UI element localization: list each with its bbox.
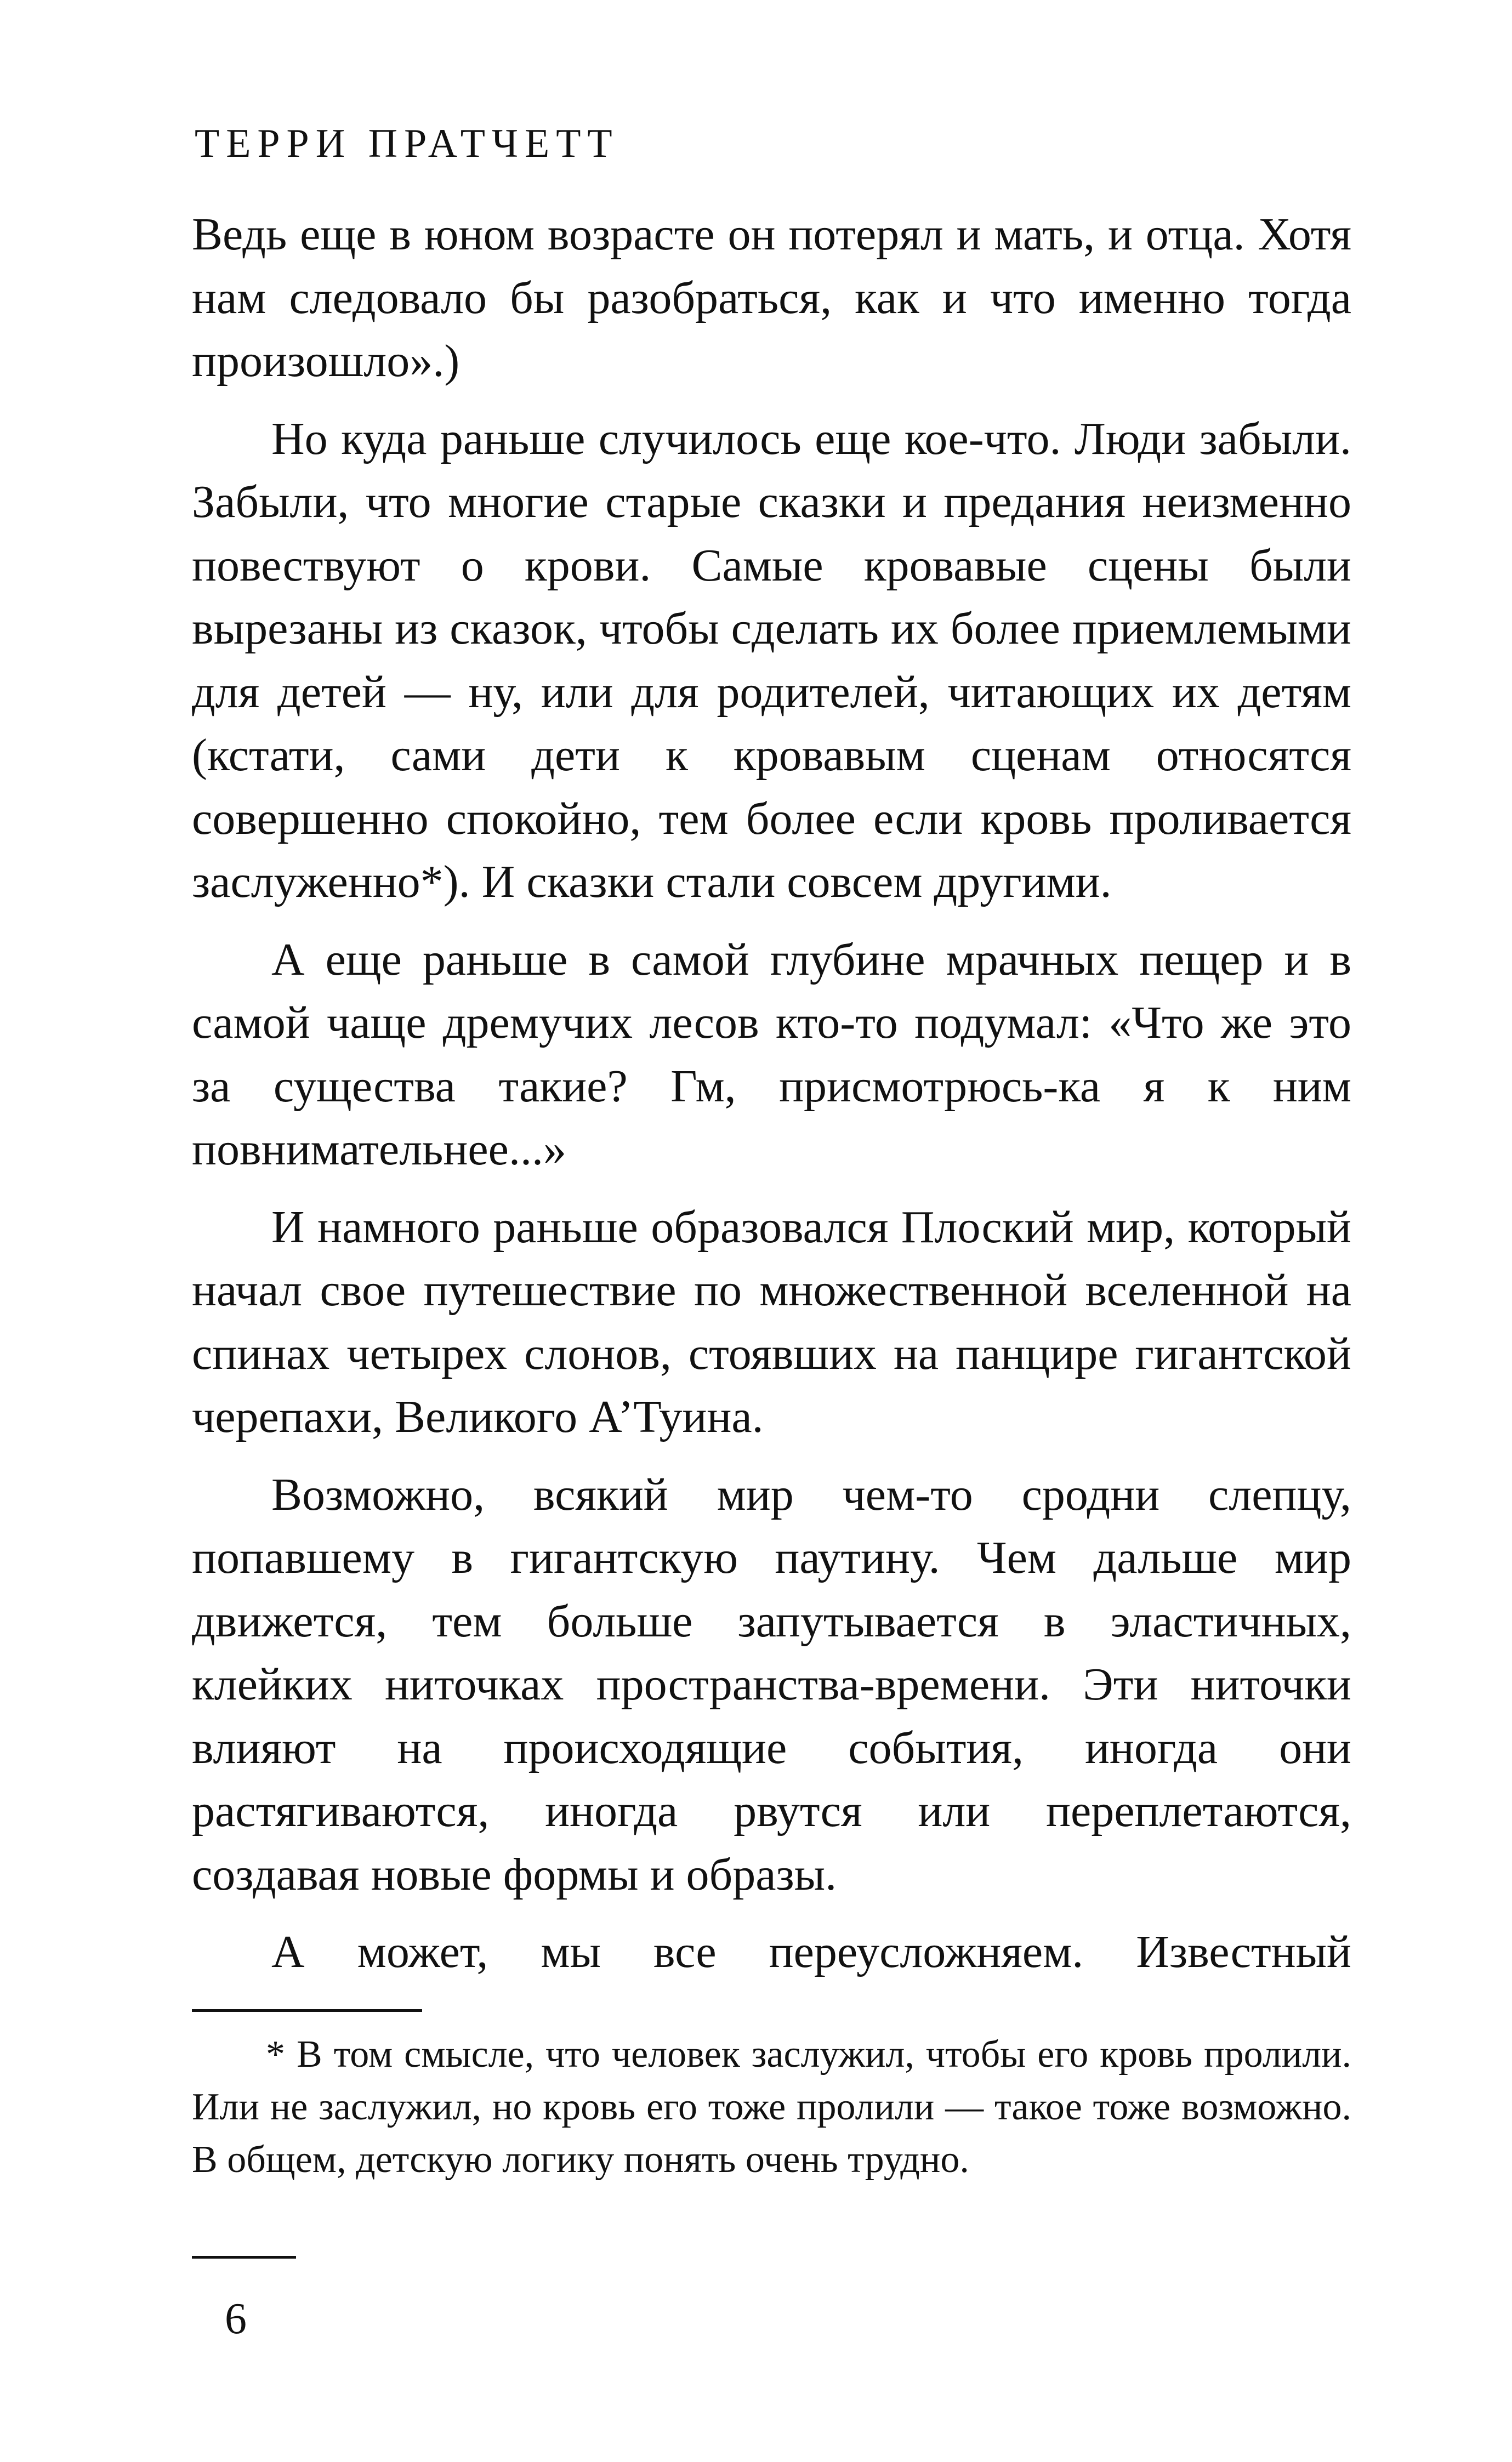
footnote-divider xyxy=(192,2009,422,2012)
paragraph-6: А может, мы все переусложняем. Известный xyxy=(271,1926,1351,1977)
paragraph-2: Но куда раньше случилось еще кое-что. Люди забыли. Забыли, что многие старые сказки и предания неизменно повествуют о крови. Самые кровавые сцены были вырезаны из сказок, чтобы сделать их более приемлемыми для детей — ну, или для родителей, читающих их детям (кстати, сами дети к кровавым сценам относятся совершенно спокойно, тем более если кровь проливается заслуженно*). И сказки стали совсем другими. xyxy=(192,413,1351,907)
paragraph-1: Ведь еще в юном возрасте он потерял и мать, и отца. Хотя нам следовало бы разобраться, как и что именно тогда произошло».) xyxy=(192,209,1351,386)
footnote-text: * В том смысле, что человек заслужил, чтобы его кровь пролили. Или не заслужил, но кровь его тоже пролили — такое тоже возможно. В общем, детскую логику понять очень трудно. xyxy=(192,2033,1351,2181)
body-text xyxy=(192,203,1351,1984)
running-head: ТЕРРИ ПРАТЧЕТТ xyxy=(195,121,619,166)
paragraph-3: А еще раньше в самой глубине мрачных пещер и в самой чаще дремучих лесов кто-то подумал: «Что же это за существа такие? Гм, присмотрюсь-ка я к ним повнимательнее...» xyxy=(192,934,1351,1175)
paragraph-5: Возможно, всякий мир чем-то сродни слепцу, попавшему в гигантскую паутину. Чем дальше мир движется, тем больше запутывается в эластичных, клейких ниточках пространства-времени. Эти ниточки влияют на происходящие события, иногда они растягиваются, иногда рвутся или переплетаются, создавая новые формы и образы. xyxy=(192,1469,1351,1900)
page-number-divider xyxy=(192,2256,296,2259)
paragraph-4: И намного раньше образовался Плоский мир, который начал свое путешествие по множественной вселенной на спинах четырех слонов, стоявших на панцире гигантской черепахи, Великого А’Туина. xyxy=(192,1201,1351,1442)
footnote xyxy=(192,2028,1351,2186)
page-number: 6 xyxy=(225,2295,247,2343)
